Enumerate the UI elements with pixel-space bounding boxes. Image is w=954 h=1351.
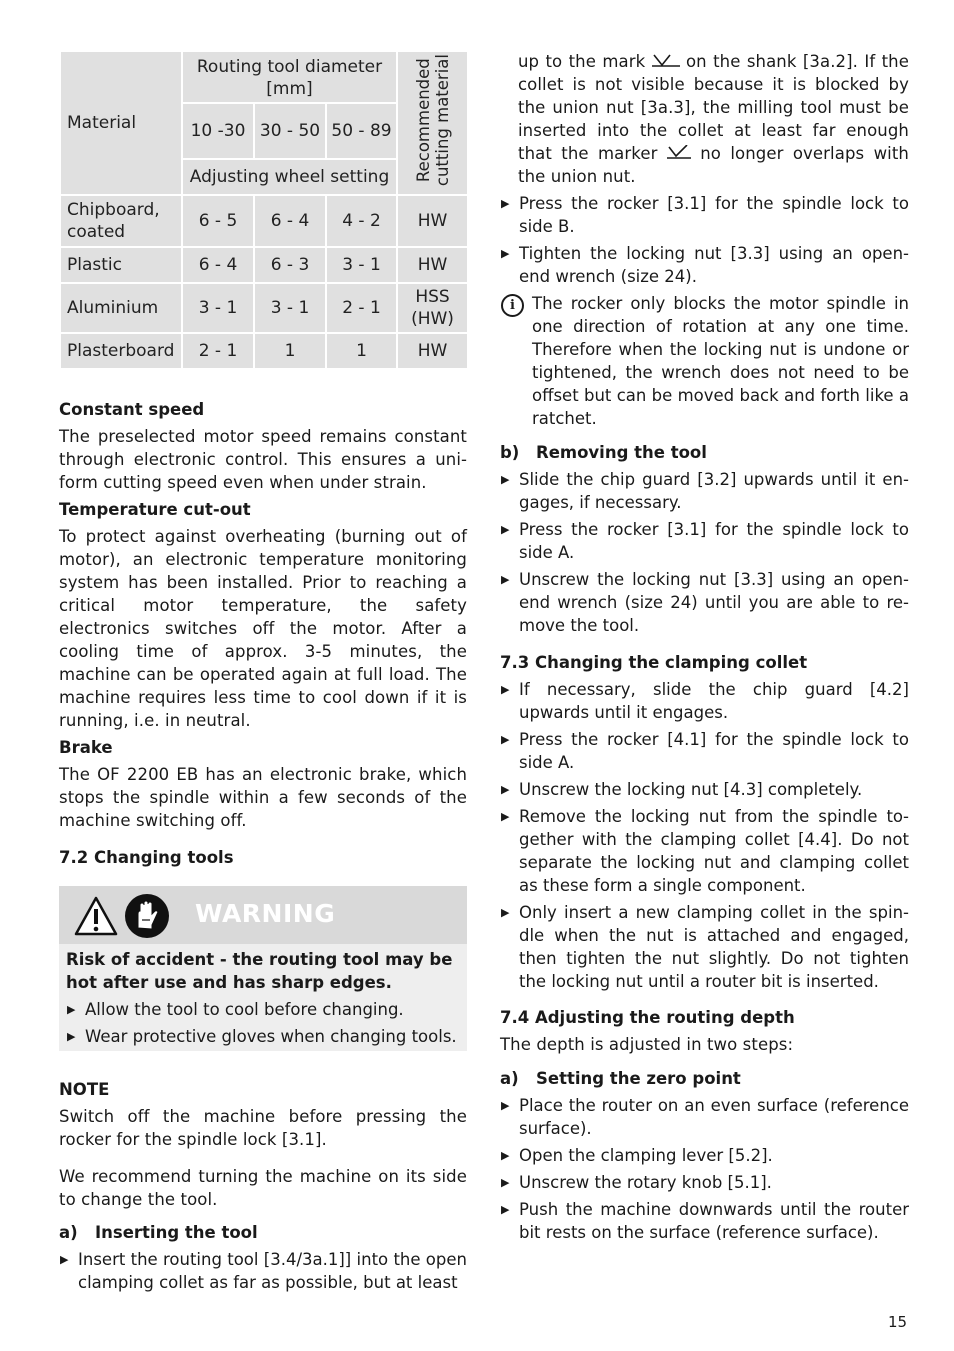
table-header-diameter-2: 30 - 50: [254, 103, 326, 159]
section-7-2-heading: 7.2 Changing tools: [59, 848, 234, 867]
warning-bullet: ▶ Allow the tool to cool before changing.: [66, 998, 461, 1021]
collet-bullet: ▶ Unscrew the locking nut [4.3] completely.: [500, 778, 909, 801]
table-header-diameter-1: 10 -30: [182, 103, 254, 159]
temperature-text: To protect against overheating (burning out of motor), an electronic temperature monitoring system has been installed. Prior to reaching a critical motor temperature, the safety electronics switches off the motor. After a cooling time of approx. 3-5 minutes, the machine can be operated again at full load. The machine requires less time to cool down if it is running, i.e. in neutral.: [59, 527, 467, 730]
section-7-4-heading: 7.4 Adjusting the routing depth: [500, 1008, 795, 1027]
left-column: [59, 50, 467, 1294]
table-row: Aluminium 3 - 1 3 - 1 2 - 1 HSS (HW): [60, 283, 468, 333]
note-text: Switch off the machine before pressing the rocker for the spindle lock [3.1].: [59, 1107, 467, 1149]
temperature-heading: Temperature cut-out: [59, 500, 251, 519]
note-heading: NOTE: [59, 1080, 110, 1099]
remove-bullet: ▶ Press the rocker [3.1] for the spindle lock to side A.: [500, 518, 909, 564]
warning-header: [59, 886, 467, 944]
warning-title: WARNING: [195, 899, 336, 928]
insert-tool-continuation: up to the mark on the shank [3a.2]. If the collet is not visible because it is blocked by the union nut [3a.3], the milling tool must be inserted into the collet at least far enough that the marker no longer overlaps with the union nut.: [518, 52, 909, 186]
warning-risk-text: Risk of accident - the routing tool may be hot after use and has sharp edges.: [66, 950, 453, 992]
brake-text: The OF 2200 EB has an electronic brake, which stops the spindle within a few seconds of the machine switching off.: [59, 765, 467, 830]
rocker-side-b-bullet: ▶ Press the rocker [3.1] for the spindle lock to side B.: [500, 192, 909, 238]
router-settings-table: [59, 50, 469, 370]
zero-point-heading: a) Setting the zero point: [500, 1069, 741, 1088]
table-header-diameter: Routing tool diameter [mm]: [182, 51, 397, 103]
collet-bullet: ▶ Only insert a new clamping collet in the spindle when the nut is attached and engaged, then tighten the nut slightly. Do not tighten the locking nut until a router bit is inserted.: [500, 901, 909, 993]
warning-bullet: ▶ Wear protective gloves when changing tools.: [66, 1025, 461, 1048]
depth-intro-text: The depth is adjusted in two steps:: [500, 1035, 794, 1054]
removing-tool-heading: b) Removing the tool: [500, 443, 707, 462]
page-number: 15: [888, 1313, 908, 1331]
warning-body: [59, 944, 467, 1051]
table-header-material: Material: [60, 51, 182, 195]
zero-point-bullet: ▶ Push the machine downwards until the router bit rests on the surface (reference surface).: [500, 1198, 909, 1244]
constant-speed-text: The preselected motor speed remains constant through electronic control. This ensures a uniform cutting speed even when under strain.: [59, 427, 467, 492]
table-header-setting: Adjusting wheel setting: [182, 159, 397, 195]
depth-mark-icon: [652, 53, 680, 67]
table-row: Plastic 6 - 4 6 - 3 3 - 1 HW: [60, 247, 468, 283]
marker-icon: [667, 145, 691, 159]
table-header-recommended: Recommended cutting material: [397, 51, 468, 195]
table-row: Plasterboard 2 - 1 1 1 HW: [60, 333, 468, 369]
warning-box: [59, 886, 467, 1051]
recommend-text: We recommend turning the machine on its side to change the tool.: [59, 1167, 467, 1209]
section-7-3-heading: 7.3 Changing the clamping collet: [500, 653, 808, 672]
tighten-nut-bullet: ▶ Tighten the locking nut [3.3] using an open-end wrench (size 24).: [500, 242, 909, 288]
info-icon: i: [501, 294, 524, 317]
remove-bullet: ▶ Unscrew the locking nut [3.3] using an open-end wrench (size 24) until you are able to remove the tool.: [500, 568, 909, 637]
right-column: [500, 50, 909, 1244]
constant-speed-heading: Constant speed: [59, 400, 205, 419]
brake-heading: Brake: [59, 738, 113, 757]
collet-bullet: ▶ Press the rocker [4.1] for the spindle lock to side A.: [500, 728, 909, 774]
zero-point-bullet: ▶ Open the clamping lever [5.2].: [500, 1144, 909, 1167]
zero-point-bullet: ▶ Unscrew the rotary knob [5.1].: [500, 1171, 909, 1194]
remove-bullet: ▶ Slide the chip guard [3.2] upwards until it engages, if necessary.: [500, 468, 909, 514]
table-header-diameter-3: 50 - 89: [326, 103, 397, 159]
info-note: i The rocker only blocks the motor spindle in one direction of rotation at any one time. Therefore when the locking nut is undone or tightened, the wrench does not need to be offset but can be moved back and forth like a ratchet.: [500, 292, 909, 430]
protective-gloves-icon: [123, 892, 171, 940]
collet-bullet: ▶ If necessary, slide the chip guard [4.2] upwards until it engages.: [500, 678, 909, 724]
collet-bullet: ▶ Remove the locking nut from the spindle together with the clamping collet [4.4]. Do not separate the locking nut and clamping collet as these form a single component.: [500, 805, 909, 897]
insert-tool-bullet: ▶ Insert the routing tool [3.4/3a.1]] into the open clamping collet as far as possible, but at least: [59, 1248, 467, 1294]
table-row: Chipboard, coated 6 - 5 6 - 4 4 - 2 HW: [60, 195, 468, 247]
zero-point-bullet: ▶ Place the router on an even surface (reference surface).: [500, 1094, 909, 1140]
inserting-tool-heading: a) Inserting the tool: [59, 1223, 258, 1242]
warning-triangle-icon: [73, 895, 119, 937]
